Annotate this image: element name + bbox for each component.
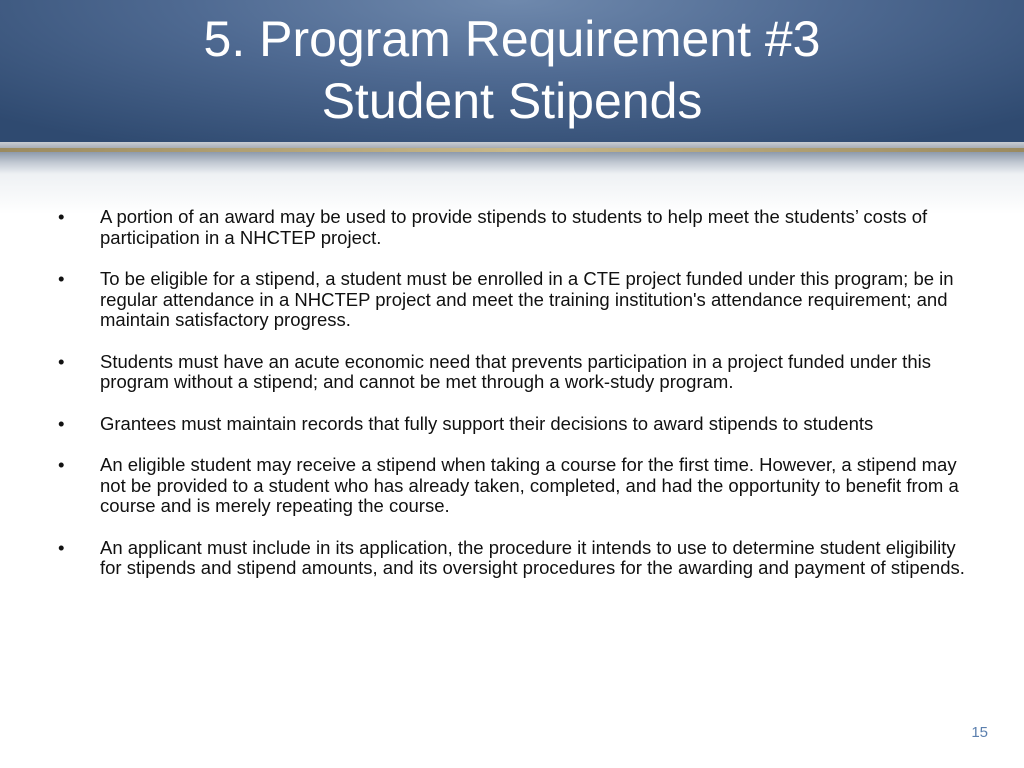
- bullet-item-4: [56, 414, 976, 435]
- slide-title-line-1: 5. Program Requirement #3: [203, 11, 821, 67]
- bullet-item-6: [56, 538, 976, 579]
- bullet-text: Grantees must maintain records that fully support their decisions to award stipends to students: [100, 412, 874, 434]
- bullet-marker-icon: •: [58, 412, 65, 434]
- bullet-item-5: [56, 455, 976, 517]
- bullet-text: A portion of an award may be used to provide stipends to students to help meet the students’ costs of participation in a NHCTEP project.: [100, 206, 928, 248]
- bullet-item-2: [56, 269, 976, 331]
- bullet-marker-icon: •: [58, 350, 65, 372]
- bullet-text: An eligible student may receive a stipend when taking a course for the first time. However, a stipend may not be provided to a student who has already taken, completed, and had the opportunity to benefit from a course and is merely repeating the course.: [100, 454, 959, 516]
- bullet-text: To be eligible for a stipend, a student must be enrolled in a CTE project funded under this program; be in regular attendance in a NHCTEP project and meet the training institution's attendance requirement; and maintain satisfactory progress.: [100, 268, 954, 330]
- bullet-text: An applicant must include in its application, the procedure it intends to use to determine student eligibility for stipends and stipend amounts, and its oversight procedures for the awarding and payment of stipends.: [100, 536, 965, 578]
- bullet-text: Students must have an acute economic need that prevents participation in a project funded under this program without a stipend; and cannot be met through a work-study program.: [100, 350, 931, 392]
- bullet-marker-icon: •: [58, 454, 65, 475]
- bullet-list: [56, 207, 976, 579]
- page-number: 15: [971, 724, 988, 741]
- bullet-item-3: [56, 352, 976, 393]
- bullet-marker-icon: •: [58, 206, 65, 227]
- slide-body: [56, 207, 976, 600]
- bullet-marker-icon: •: [58, 536, 65, 558]
- bullet-marker-icon: •: [58, 268, 65, 289]
- slide-title-line-2: Student Stipends: [321, 73, 703, 129]
- bullet-item-1: [56, 207, 976, 248]
- slide-title: [0, 8, 1024, 132]
- header-divider-shadow: [0, 152, 1024, 174]
